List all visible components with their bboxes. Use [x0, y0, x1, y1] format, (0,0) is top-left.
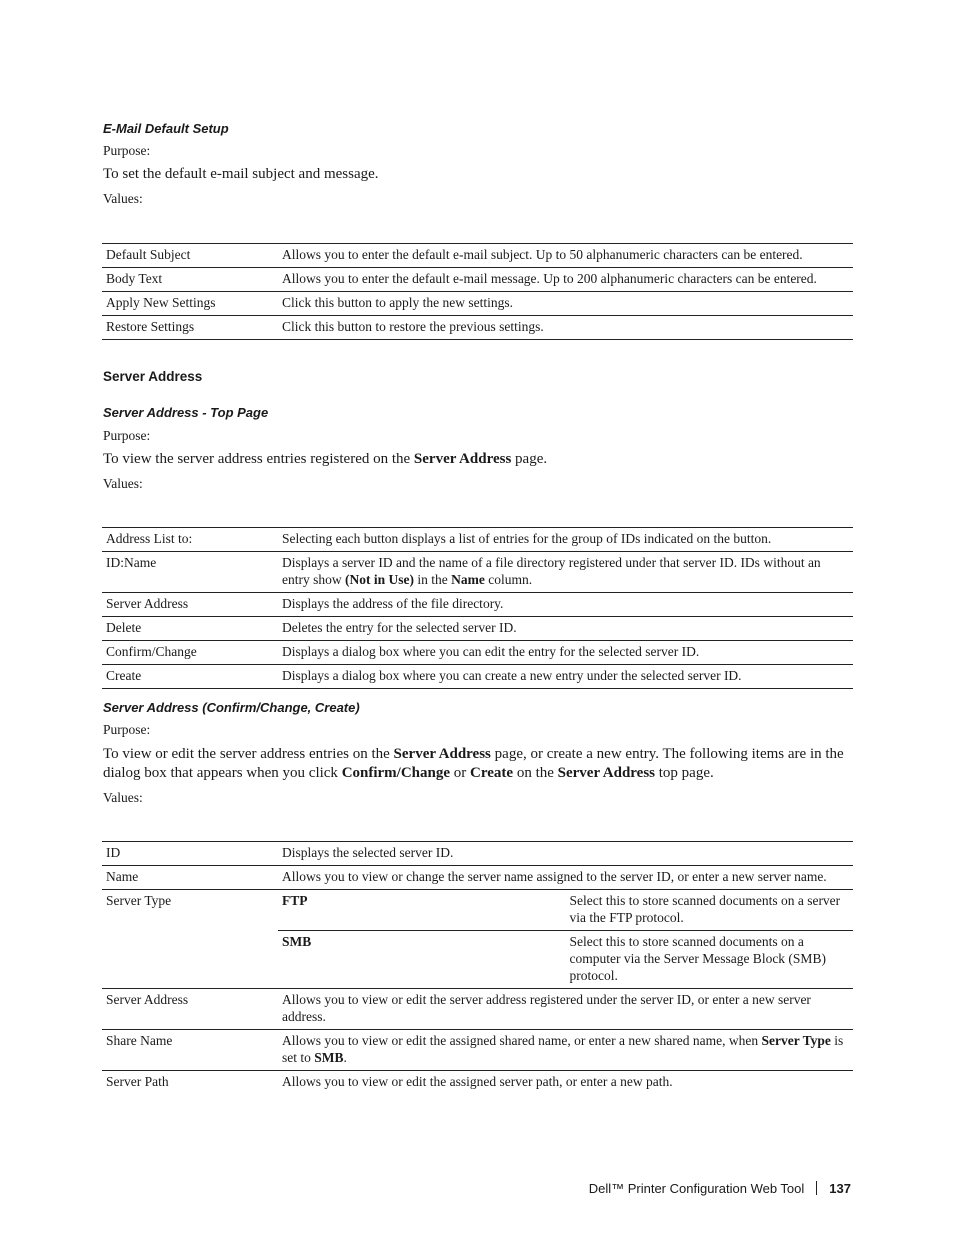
- purpose-text-part: top page.: [655, 765, 714, 781]
- table-row: [102, 989, 853, 1030]
- footer-title: Dell™ Printer Configuration Web Tool: [588, 1181, 805, 1196]
- table-row: [102, 866, 853, 890]
- table-row: [102, 842, 853, 866]
- desc-cell: [278, 1030, 853, 1071]
- term-cell: Delete: [102, 617, 278, 641]
- term-cell: Server Address: [102, 989, 278, 1030]
- purpose-text-bold: Confirm/Change: [341, 765, 451, 781]
- table-row: [102, 528, 853, 552]
- term-cell: Server Address: [102, 593, 278, 617]
- desc-cell: Select this to store scanned documents on a computer via the Server Message Block (SMB) protocol.: [566, 931, 854, 989]
- table-row: [102, 665, 853, 689]
- desc-bold: (Not in Use): [345, 572, 414, 587]
- desc-cell: Allows you to enter the default e-mail subject. Up to 50 alphanumeric characters can be entered.: [278, 244, 853, 268]
- table-row: [102, 244, 853, 268]
- desc-part: .: [343, 1050, 347, 1065]
- desc-bold: Name: [451, 572, 485, 587]
- purpose-text-bold: Server Address: [413, 451, 512, 467]
- term-cell: Create: [102, 665, 278, 689]
- table-row: [102, 316, 853, 340]
- desc-cell: Select this to store scanned documents on a server via the FTP protocol.: [566, 890, 854, 931]
- footer-separator: [816, 1181, 817, 1195]
- values-label: Values:: [103, 476, 143, 491]
- values-label: Values:: [103, 790, 143, 805]
- term-cell: Address List to:: [102, 528, 278, 552]
- desc-bold: Server Type: [761, 1033, 831, 1048]
- desc-bold: SMB: [314, 1050, 344, 1065]
- purpose-text-part: To view the server address entries registered on the: [103, 451, 414, 467]
- purpose-text-part: or: [450, 765, 471, 781]
- table-row: [102, 641, 853, 665]
- desc-cell: Click this button to restore the previous settings.: [278, 316, 853, 340]
- confirm-change-create-heading: Server Address (Confirm/Change, Create): [103, 700, 360, 715]
- term-cell: Server Path: [102, 1071, 278, 1095]
- desc-cell: Deletes the entry for the selected server ID.: [278, 617, 853, 641]
- purpose-text-bold: Server Address: [393, 746, 491, 762]
- desc-cell: Allows you to view or edit the assigned server path, or enter a new path.: [278, 1071, 853, 1095]
- desc-cell: Selecting each button displays a list of entries for the group of IDs indicated on the button.: [278, 528, 853, 552]
- purpose-label: Purpose:: [103, 428, 151, 443]
- term-cell: Apply New Settings: [102, 292, 278, 316]
- purpose-text-bold: Create: [470, 765, 514, 781]
- purpose-label: Purpose:: [103, 143, 151, 158]
- purpose-text-part: To view or edit the server address entries on the: [103, 746, 394, 762]
- page-number: 137: [829, 1181, 851, 1196]
- term-cell: Share Name: [102, 1030, 278, 1071]
- term-cell: Default Subject: [102, 244, 278, 268]
- email-values-table: [102, 243, 853, 340]
- term-cell: Name: [102, 866, 278, 890]
- desc-part: column.: [484, 572, 533, 587]
- server-address-values-table: [102, 527, 853, 689]
- desc-part: in the: [414, 572, 452, 587]
- values-label: Values:: [103, 191, 143, 206]
- desc-cell: Allows you to view or edit the server address registered under the server ID, or enter a new server address.: [278, 989, 853, 1030]
- purpose-text: [103, 745, 853, 783]
- desc-part: Allows you to view or edit the assigned shared name, or enter a new shared name, when: [282, 1033, 762, 1048]
- table-row: [102, 268, 853, 292]
- table-row: [102, 890, 853, 931]
- desc-cell: [278, 552, 853, 593]
- desc-cell: Allows you to enter the default e-mail message. Up to 200 alphanumeric characters can be entered.: [278, 268, 853, 292]
- table-row: [102, 1030, 853, 1071]
- table-row: [102, 552, 853, 593]
- desc-cell: Displays a dialog box where you can edit the entry for the selected server ID.: [278, 641, 853, 665]
- desc-part: is set to: [282, 1033, 844, 1065]
- desc-part: Displays a server ID and the name of a file directory registered under that server ID. IDs without an entry show: [282, 555, 821, 587]
- desc-cell: Displays the selected server ID.: [278, 842, 853, 866]
- purpose-text-part: page.: [511, 451, 548, 467]
- table-row: [102, 292, 853, 316]
- server-address-heading: Server Address: [103, 369, 203, 384]
- desc-cell: Displays a dialog box where you can create a new entry under the selected server ID.: [278, 665, 853, 689]
- confirm-change-values-table: [102, 841, 853, 1094]
- purpose-label: Purpose:: [103, 722, 151, 737]
- term-cell: ID: [102, 842, 278, 866]
- desc-cell: Allows you to view or change the server name assigned to the server ID, or enter a new server name.: [278, 866, 853, 890]
- sub-term-cell: FTP: [278, 890, 566, 931]
- page-footer: [589, 1181, 851, 1196]
- term-cell: ID:Name: [102, 552, 278, 593]
- sub-term-cell: SMB: [278, 931, 566, 989]
- term-cell: Confirm/Change: [102, 641, 278, 665]
- desc-cell: Displays the address of the file directory.: [278, 593, 853, 617]
- table-row: [102, 593, 853, 617]
- term-cell: Body Text: [102, 268, 278, 292]
- table-row: [102, 617, 853, 641]
- desc-cell: Click this button to apply the new settings.: [278, 292, 853, 316]
- purpose-text-part: on the: [513, 765, 558, 781]
- server-address-top-page-heading: Server Address - Top Page: [103, 405, 269, 420]
- purpose-text: [103, 450, 547, 469]
- purpose-text-part: page, or create a new entry. The following items are in the dialog box that appears when you click: [103, 746, 844, 781]
- table-row: [102, 1071, 853, 1095]
- purpose-text-bold: Server Address: [557, 765, 656, 781]
- term-cell: Server Type: [102, 890, 278, 989]
- email-default-setup-heading: E-Mail Default Setup: [103, 121, 229, 136]
- purpose-text: To set the default e-mail subject and message.: [103, 166, 379, 182]
- term-cell: Restore Settings: [102, 316, 278, 340]
